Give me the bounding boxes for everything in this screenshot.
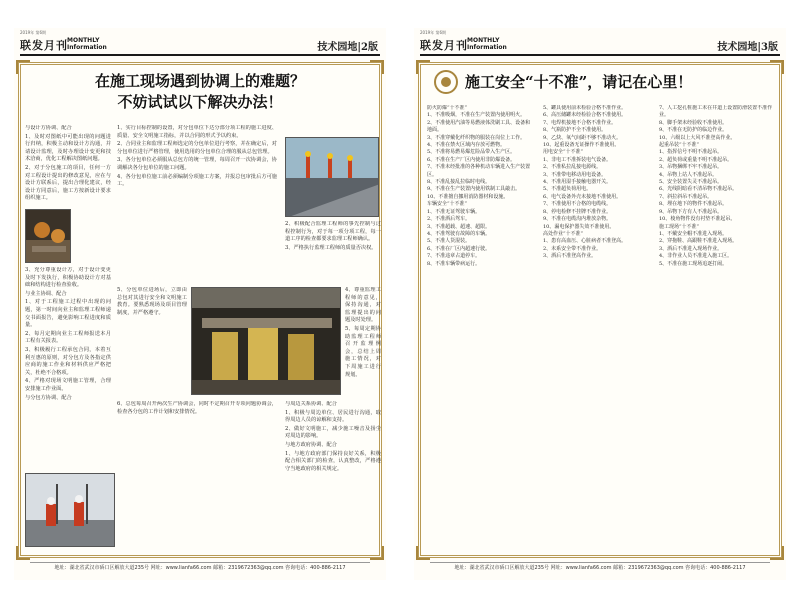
section-label: 技术园地|2版 xyxy=(317,42,378,53)
rules-column-2: 5、罐具使用前未检验合格不准作业。 6、高压储罐未经检验合格不准使用。 7、电焊机接地不合格不准作业。 8、气瓶防护不全不准使用。 9、乙炔、氧气间距不够不准动火。 10、起重设备无证操作不准使用。 用电安全“十不准” 1、非电工不准拆装电气设备。 2、不准私拉乱接电源线。 3、不准带电移动用电设备。 4、不准用湿手接触电器开关。 5、不准超负荷用电。 6、电气设备外壳未接地不准使用。 7、不准使用不合格的电缆线。 8、停电检修不挂牌不准作业。 9、不准在电缆沟内堆放杂物。 10、漏电保护器失效不准使用。 高处作业“十不准” 1、患有高血压、心脏病者不准登高。 2、未系安全带不准作业。 3、酒后不准登高作业。 xyxy=(543,105,627,260)
article-frame xyxy=(418,62,782,558)
masthead-right xyxy=(420,30,780,58)
ornament-corner xyxy=(16,60,30,74)
article-column-2b: 5、分包单位进场后，立即由总包对其进行安全和文明施工教育。要熟悉现场及项目管理制度，并严格遵守。 xyxy=(117,287,187,316)
article-column-1b: 3、充分尊重设计方，对于设计变更及时下发执行，积极协助设计方对基础和结构进行检查验收。 与业主协调、配合 1、对于工程施工过程中出现的问题，第一时间向业主和监理工程师递交书面报告，避免影响工程进度和质量。 2、每月定期向业主工程师报送本月工程有关报表。 3、积极履行工程承包合同，本着互利互惠的原则，对分包方及各指定供应商的施工作业和材料供应严格把关，杜绝不合格项。 4、严格对现场文明施工管理，合理安排施工作业面。 与分包方协调、配合 xyxy=(25,267,111,401)
issue-date: 2019年 第6期 xyxy=(420,30,446,35)
article-column-1a: 与设计方协调、配合 1、及时对图纸中可能出现的问题进行归纳，积极主动和设计方沟通，并请设计监理，及时办理设计变更和技术洽商，优化工程解决图纸问题。 2、对于分包施工的项目，任何一方对工程设计提出的修改意见，应在与设计方联系后，提出合理化建议，经设计方同意后，施工方按新设计要求组织施工。 xyxy=(25,125,111,202)
article-column-3a: 2、积极配合监理工程师的事先控制与过程控制行为，对于每一项分项工程，每一道工序的检查都要求监理工程师确认。 3、严格执行监理工程师的质量否决权。 xyxy=(285,221,381,251)
article-headline: 在施工现场遇到协调上的难题？ 不妨试试以下解决办法！ xyxy=(94,72,305,111)
construction-photo-3 xyxy=(191,287,341,395)
magazine-logo-en: MONTHLY Information xyxy=(467,37,507,51)
masthead-left xyxy=(20,30,380,58)
issue-date: 2019年 第6期 xyxy=(20,30,46,35)
ornament-corner xyxy=(416,546,430,560)
masthead-rule xyxy=(420,54,780,56)
article-frame xyxy=(18,62,382,558)
ornament-corner xyxy=(16,546,30,560)
magazine-logo-en: MONTHLY Information xyxy=(67,37,107,51)
page-footer: 地址：湖北省武汉市硚口区解放大道235号 网址：www.lianfa66.com 邮箱：2319672363@qq.com 咨询电话：400-886-2117 xyxy=(430,562,770,574)
ornament-corner xyxy=(416,60,430,74)
construction-photo-1 xyxy=(25,209,71,263)
ornament-corner xyxy=(770,60,784,74)
article-headline: 施工安全“十不准”，请记在心里！ xyxy=(465,73,693,91)
construction-photo-4 xyxy=(25,473,115,547)
magazine-logo: 联发月刊 xyxy=(20,39,68,52)
left-page xyxy=(14,28,386,580)
rules-column-1: 防火防爆“十不准” 1、不准吸烟，不准在生产装置内使用明火。 2、不准使用汽油等易燃液体洗刷工具、设备和地面。 3、不准穿戴化纤织物的服装在岗位上工作。 4、不准在禁火区域内存放可燃物。 5、不准将易燃易爆危险品带入生产区。 6、不准在生产厂区内使用非防爆设备。 7、不准未经批准的各种机动车辆进入生产装置区。 8、不准乱接乱拉临时电线。 9、不准在生产装置内使用铁制工具敲击。 10、不准擅自挪用消防器材和设施。 车辆安全“十不准” 1、不准无证驾驶车辆。 2、不准酒后驾车。 3、不准超载、超速、超限。 4、不准驾驶有故障的车辆。 5、不准人货混装。 6、不准在厂区内超速行驶。 7、不准违章占道停车。 8、不准车辆带病运行。 xyxy=(427,105,531,267)
article-column-2c: 6、总包每周召开两次生产协调会，同时不定期召开专项问题协调会，检查各分包的工作计划和安排情况。 xyxy=(117,401,277,415)
page-footer: 地址：湖北省武汉市硚口区解放大道235号 网址：www.lianfa66.com 邮箱：2319672363@qq.com 咨询电话：400-886-2117 xyxy=(30,562,370,574)
ornament-icon xyxy=(433,69,459,95)
rules-column-3: 7、人工挖孔桩施工未在井道上设置防滑装置不准作业。 8、脚手架未经验收不准使用。 9、不准在无防护的临边作业。 10、六级以上大风不准登高作业。 起重吊装“十不准” 1、指挥信号不明不准起吊。 2、超负荷或重量不明不准起吊。 3、吊物捆绑不牢不准起吊。 4、吊物上站人不准起吊。 5、安全装置失灵不准起吊。 6、光线阴暗看不清吊物不准起吊。 7、斜拉斜吊不准起吊。 8、埋在地下的物件不准起吊。 9、吊物下方有人不准起吊。 10、棱角物件没有衬垫不准起吊。 施工现场“十不准” 1、不戴安全帽不准进入现场。 2、穿拖鞋、高跟鞋不准进入现场。 3、酒后不准进入现场作业。 4、非作业人员不准进入施工区。 5、不准在施工现场追逐打闹。 xyxy=(659,105,773,267)
ornament-corner xyxy=(370,60,384,74)
right-page xyxy=(414,28,786,580)
section-label: 技术园地|3版 xyxy=(717,42,778,53)
construction-photo-2 xyxy=(285,137,379,217)
article-column-3c: 与周边关系协调、配合 1、积极与周边单位、居民进行沟通，取得周边人员的谅解和支持。 2、做好文明施工，减少施工噪音及扬尘对周边的影响。 与地方政府协调、配合 1、与地方政府部门保持良好关系，积极配合相关部门的检查，认真整改，严格遵守当地政府的相关规定。 xyxy=(285,401,381,472)
masthead-rule xyxy=(20,54,380,56)
magazine-logo: 联发月刊 xyxy=(420,39,468,52)
article-column-3b: 4、尊重监理工程师的意见，保持沟通，对监理提出的问题及时处理。 5、每周定期协助监理工程师召开监理例会，总结上周施工情况，对下周施工进行规划。 xyxy=(345,287,381,378)
ornament-corner xyxy=(770,546,784,560)
article-column-2a: 1、实行目标控制的设置，对分包单位下达分部分项工程的施工进度、质量、安全文明施工指标，并以合同的形式予以约束。 2、合同业主和监理工程师选定的分包单位进行考察，并在确定后，对分包单位进行严格管理，使用选用的分包单位合理的服从总包管理。 3、各分包单位必须服从总包方的统一管理，每周召开一次协调会，协调解决各分包单位的施工问题。 4、各分包单位施工前必须编制分项施工方案，并报总包审批后方可施工。 xyxy=(117,125,277,188)
